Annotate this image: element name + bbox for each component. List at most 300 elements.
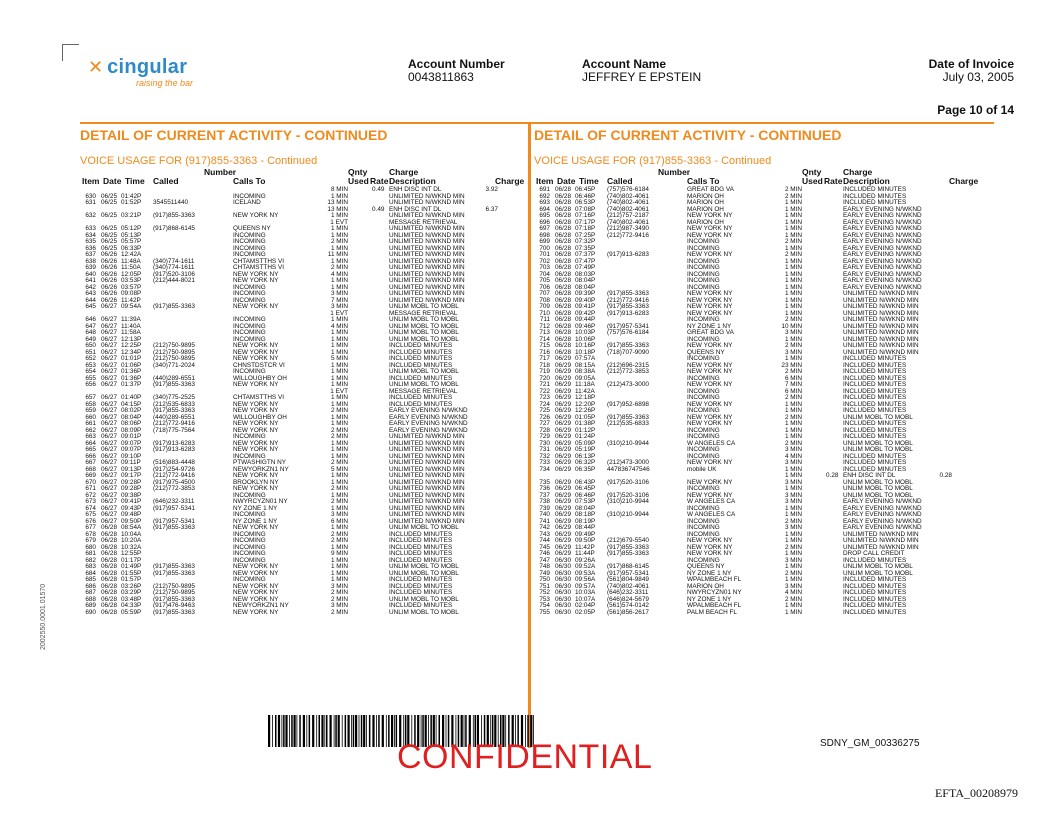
cell-number: (340)774-1611 — [153, 264, 195, 271]
cell-item: 727 — [539, 420, 550, 427]
cell-time: 02:04P — [575, 602, 596, 609]
cell-number: (340)771-2024 — [153, 361, 195, 369]
cell-description: INCLUDED MINUTES — [389, 374, 453, 382]
cell-used: 1 MIN — [784, 283, 802, 291]
cell-number: (646)232-3311 — [607, 589, 649, 596]
cell-date: 06/29 — [555, 381, 571, 388]
cell-used: 1 MIN — [784, 199, 802, 206]
cell-item: 700 — [539, 244, 550, 252]
cell-used: 2 MIN — [330, 407, 348, 414]
cell-description: UNLIMITED N/WKND MIN — [389, 452, 465, 460]
cell-used: 3 MIN — [330, 602, 348, 609]
cell-item: 704 — [539, 270, 550, 278]
cell-item: 678 — [85, 530, 96, 538]
cell-description: MESSAGE RETRIEVAL — [389, 218, 458, 226]
cell-number: (917)913-6283 — [607, 251, 649, 258]
cell-date: 06/27 — [101, 472, 117, 479]
cell-item: 714 — [539, 335, 550, 343]
cell-time: 12:20P — [575, 400, 596, 408]
cell-calls-to: NEW YORK NY — [687, 342, 733, 349]
cell-calls-to: NEW YORK NY — [233, 608, 279, 616]
cell-item: 737 — [539, 491, 550, 499]
cell-time: 06:46P — [575, 491, 596, 499]
cell-time: 09:43P — [121, 504, 142, 512]
cell-time: 07:25P — [575, 231, 596, 239]
cell-calls-to: CHTAMSTTHS VI — [233, 394, 285, 401]
cell-item: 711 — [539, 316, 550, 323]
cell-used: 1 MIN — [330, 192, 348, 200]
cell-date: 06/29 — [555, 420, 571, 427]
cell-time: 09:53A — [575, 569, 596, 577]
cell-number: (561)804-9849 — [607, 576, 649, 583]
cell-description: UNLIMITED N/WKND MIN — [843, 335, 919, 343]
cell-number: (917)868-6145 — [607, 563, 649, 570]
cell-item: 648 — [85, 329, 96, 336]
cell-description: UNLIMITED N/WKND MIN — [843, 543, 919, 551]
cell-description: EARLY EVENING N/WKND — [843, 517, 922, 525]
call-table-right — [534, 187, 994, 616]
cell-time: 04:15P — [121, 400, 142, 408]
cell-item: 752 — [539, 589, 550, 596]
cell-used: 3 MIN — [784, 478, 802, 486]
cell-date: 06/27 — [101, 335, 117, 343]
cell-description: INCLUDED MINUTES — [389, 348, 453, 356]
cell-date: 06/28 — [101, 556, 117, 564]
cell-calls-to: NEW YORK NY — [687, 543, 733, 551]
cell-description: UNLIMITED N/WKND MIN — [843, 303, 919, 310]
cell-date: 06/28 — [555, 186, 571, 193]
col-number-top: Number — [204, 167, 237, 177]
col-item: Item — [536, 176, 554, 186]
cell-calls-to: INCOMING — [687, 355, 720, 362]
cell-date: 06/27 — [101, 400, 117, 408]
cell-number: (718)775-7564 — [153, 426, 195, 434]
cell-item: 736 — [539, 485, 550, 492]
cell-calls-to: INCOMING — [233, 296, 266, 304]
cell-date: 06/29 — [555, 524, 571, 531]
cell-date: 06/30 — [555, 563, 571, 570]
cell-used: 2 MIN — [784, 251, 802, 258]
cell-used: 1 MIN — [330, 420, 348, 427]
cell-description: EARLY EVENING N/WKND — [843, 251, 922, 258]
cell-item: 695 — [539, 212, 550, 219]
cell-used: 1 MIN — [330, 556, 348, 564]
cell-date: 06/28 — [555, 296, 571, 304]
cell-description: INCLUDED MINUTES — [843, 465, 907, 473]
cell-used: 2 MIN — [784, 413, 802, 421]
cell-description: UNLIMITED N/WKND MIN — [843, 322, 919, 330]
cell-calls-to: NEW YORK NY — [687, 478, 733, 486]
cell-description: INCLUDED MINUTES — [389, 394, 453, 401]
cell-time: 09:26A — [575, 556, 596, 564]
cell-item: 689 — [85, 602, 96, 609]
cell-number: (917)855-3363 — [153, 407, 195, 414]
cell-item: 702 — [539, 257, 550, 265]
cell-item: 652 — [85, 355, 96, 362]
cell-time: 03:26P — [121, 582, 142, 590]
cell-calls-to: NEW YORK NY — [687, 537, 733, 544]
cell-used: 6 MIN — [784, 374, 802, 382]
cell-calls-to: GREAT BDG VA — [687, 329, 734, 336]
cell-description: UNLIMITED N/WKND MIN — [389, 264, 465, 271]
cell-number: (212)473-3000 — [607, 381, 649, 388]
cell-used: 1 MIN — [784, 231, 802, 239]
cell-item: 677 — [85, 524, 96, 531]
cell-used: 8 MIN — [330, 186, 348, 193]
cell-used: 1 MIN — [784, 407, 802, 414]
cell-description: UNLIM MOBL TO MOBL — [843, 569, 913, 577]
cell-item: 749 — [539, 569, 550, 577]
cell-calls-to: CHNSTDSTCR VI — [233, 361, 285, 369]
col-time: Time — [125, 176, 145, 186]
cell-description: UNLIMITED N/WKND MIN — [389, 465, 465, 473]
cell-item: 705 — [539, 277, 550, 284]
cell-item: 643 — [85, 290, 96, 297]
cell-date: 06/29 — [555, 433, 571, 440]
cell-description: UNLIMITED N/WKND MIN — [843, 348, 919, 356]
cell-date: 06/28 — [555, 283, 571, 291]
cell-number: (740)802-4061 — [607, 218, 649, 226]
cell-used: 1 MIN — [784, 257, 802, 265]
cell-used: 1 MIN — [330, 329, 348, 336]
cell-description: UNLIMITED N/WKND MIN — [843, 530, 919, 538]
cell-description: EARLY EVENING N/WKND — [389, 426, 468, 434]
cell-time: 01:17P — [121, 556, 142, 564]
cell-calls-to: INCOMING — [233, 452, 266, 460]
cell-item: 746 — [539, 550, 550, 557]
cell-number: (757)576-6184 — [607, 186, 649, 193]
cell-description: INCLUDED MINUTES — [389, 602, 453, 609]
cell-date: 06/29 — [555, 550, 571, 557]
cell-used: 1 MIN — [330, 504, 348, 512]
cell-calls-to: INCOMING — [687, 530, 720, 538]
cell-date: 06/28 — [101, 530, 117, 538]
cell-time: 10:07A — [575, 595, 596, 603]
cell-description: EARLY EVENING N/WKND — [843, 524, 922, 531]
cell-number: (212)750-9895 — [153, 582, 195, 590]
cell-used: 1 MIN — [330, 472, 348, 479]
cell-item: 667 — [85, 459, 96, 466]
cell-calls-to: NEWYORKZN1 NY — [233, 465, 289, 473]
cell-calls-to: NY ZONE 1 NY — [687, 322, 732, 330]
col-qnty-top: Qnty — [802, 167, 822, 177]
cell-calls-to: WPALMBEACH FL — [687, 576, 742, 583]
cell-used: 3 MIN — [330, 290, 348, 297]
cell-time: 09:48P — [121, 511, 142, 518]
cell-date: 06/29 — [555, 387, 571, 395]
cell-item: 719 — [539, 368, 550, 375]
cell-used: 2 MIN — [330, 530, 348, 538]
cingular-star-icon: ✕ — [88, 57, 104, 77]
cell-description: INCLUDED MINUTES — [843, 394, 907, 401]
cell-date: 06/30 — [555, 582, 571, 590]
cell-item: 693 — [539, 199, 550, 206]
cell-calls-to: NEW YORK NY — [687, 361, 733, 369]
cell-date: 06/27 — [101, 303, 117, 310]
cell-time: 01:42P — [121, 192, 142, 200]
cell-calls-to: INCOMING — [687, 504, 720, 512]
cell-time: 01:05P — [575, 413, 596, 421]
cell-item: 656 — [85, 381, 96, 388]
cell-number: (740)802-4061 — [607, 205, 649, 213]
cell-time: 11:40A — [121, 322, 141, 330]
cell-used: 1 MIN — [330, 439, 348, 447]
cell-description: UNLIM MOBL TO MOBL — [843, 446, 913, 453]
cell-used: 5 MIN — [330, 355, 348, 362]
cell-used: 3 MIN — [330, 303, 348, 310]
cell-date: 06/28 — [101, 602, 117, 609]
cell-description: UNLIMITED N/WKND MIN — [389, 478, 465, 486]
cell-calls-to: NEW YORK NY — [687, 296, 733, 304]
cell-number: (917)855-3363 — [607, 550, 649, 557]
cell-item: 734 — [539, 465, 550, 473]
cell-number: (917)855-3363 — [153, 608, 195, 616]
cell-date: 06/27 — [101, 446, 117, 453]
cell-time: 09:13P — [121, 465, 142, 473]
cell-description: INCLUDED MINUTES — [389, 537, 453, 544]
cell-used: 4 MIN — [784, 589, 802, 596]
cell-used: 7 MIN — [330, 296, 348, 304]
cell-date: 06/27 — [101, 348, 117, 356]
cell-used: 1 MIN — [784, 608, 802, 616]
cell-number: (646)824-5679 — [607, 595, 649, 603]
cell-calls-to: INCOMING — [233, 244, 266, 252]
cell-time: 10:03A — [575, 589, 596, 596]
cell-description: MESSAGE RETRIEVAL — [389, 309, 458, 317]
cell-calls-to: INCOMING — [687, 316, 720, 323]
cell-time: 06:32P — [575, 459, 596, 466]
cell-date: 06/28 — [101, 563, 117, 570]
cell-time: 09:17P — [121, 472, 142, 479]
cell-number: (917)913-6283 — [607, 309, 649, 317]
cell-used: 1 MIN — [330, 452, 348, 460]
cell-item: 713 — [539, 329, 550, 336]
cell-time: 03:29P — [121, 589, 142, 596]
cell-number: (740)802-4061 — [607, 582, 649, 590]
cell-description: DROP CALL CREDIT — [843, 550, 905, 557]
cell-calls-to: INCOMING — [687, 277, 720, 284]
cell-item: 709 — [539, 303, 550, 310]
cell-date: 06/28 — [101, 543, 117, 551]
col-time: Time — [579, 176, 599, 186]
cell-item: 729 — [539, 433, 550, 440]
col-description: Description — [843, 176, 890, 186]
cell-date: 06/28 — [101, 582, 117, 590]
cell-used: 1 MIN — [330, 277, 348, 284]
cell-description: EARLY EVENING N/WKND — [843, 498, 922, 505]
cell-number: (917)913-6283 — [153, 439, 195, 447]
cell-item: 647 — [85, 322, 96, 330]
cell-item: 731 — [539, 446, 550, 453]
cell-description: EARLY EVENING N/WKND — [843, 511, 922, 518]
cell-item: 685 — [85, 576, 96, 583]
cell-used: 2 MIN — [784, 192, 802, 200]
cell-calls-to: INCOMING — [687, 556, 720, 564]
cell-time: 08:04P — [575, 504, 596, 512]
cell-number: (917)913-6283 — [153, 446, 195, 453]
cell-item: 748 — [539, 563, 550, 570]
cell-item: 732 — [539, 452, 550, 460]
cell-calls-to: CHTAMSTTHS VI — [233, 257, 285, 265]
cell-number: 3545511440 — [153, 199, 189, 206]
col-called: Called — [153, 176, 179, 186]
cell-item: 663 — [85, 433, 96, 440]
cell-item: 631 — [85, 199, 96, 206]
side-document-id: 2002550.0001.01570 — [40, 583, 47, 650]
cell-date: 06/28 — [555, 257, 571, 265]
cell-item: 646 — [85, 316, 96, 323]
cell-date: 06/27 — [101, 452, 117, 460]
cell-item: 753 — [539, 595, 550, 603]
cingular-logo — [88, 56, 194, 88]
cell-used: 1 MIN — [330, 446, 348, 453]
cell-calls-to: mobile UK — [687, 465, 717, 473]
cell-item: 686 — [85, 582, 96, 590]
cell-calls-to: INCOMING — [233, 537, 266, 544]
cell-description: INCLUDED MINUTES — [843, 407, 907, 414]
cell-item: 679 — [85, 537, 96, 544]
cell-description: UNLIM MOBL TO MOBL — [389, 563, 459, 570]
cell-used: 1 MIN — [330, 283, 348, 291]
cell-calls-to: NEW YORK NY — [687, 491, 733, 499]
cell-description: ENH DISC INT DL — [389, 205, 442, 213]
cell-date: 06/27 — [101, 361, 117, 369]
cell-calls-to: INCOMING — [233, 511, 266, 518]
cell-number: (212)696-2315 — [607, 361, 649, 369]
cell-time: 08:19P — [575, 517, 596, 525]
cell-used: 3 MIN — [330, 582, 348, 590]
cell-description: UNLIMITED N/WKND MIN — [389, 251, 465, 258]
cell-time: 10:04A — [121, 530, 142, 538]
cell-number: (212)772-3853 — [153, 485, 195, 492]
cell-description: UNLIMITED N/WKND MIN — [843, 329, 919, 336]
cell-calls-to: INCOMING — [687, 452, 720, 460]
cell-used: 2 MIN — [330, 459, 348, 466]
cell-used: 1 MIN — [330, 212, 348, 219]
cell-time: 09:40P — [575, 296, 596, 304]
cell-time: 09:08P — [121, 290, 142, 297]
cell-number: (917)855-3363 — [153, 595, 195, 603]
cell-number: (646)232-3311 — [153, 498, 195, 505]
cell-date: 06/30 — [555, 576, 571, 583]
cell-time: 09:56A — [575, 576, 596, 583]
invoice-date-label: Date of Invoice — [928, 57, 1014, 71]
cell-item: 634 — [85, 231, 96, 239]
cell-used: 3 MIN — [784, 498, 802, 505]
cell-calls-to: INCOMING — [233, 283, 266, 291]
cell-used: 4 MIN — [330, 322, 348, 330]
cell-used: 1 MIN — [784, 264, 802, 271]
cell-item: 660 — [85, 413, 96, 421]
cell-description: UNLIMITED N/WKND MIN — [843, 316, 919, 323]
cell-date: 06/27 — [101, 485, 117, 492]
cell-item: 645 — [85, 303, 96, 310]
cell-time: 08:38A — [575, 368, 596, 375]
cell-used: 2 MIN — [330, 589, 348, 596]
cell-description: EARLY EVENING N/WKND — [843, 504, 922, 512]
cell-calls-to: NEW YORK NY — [233, 524, 279, 531]
cell-item: 659 — [85, 407, 96, 414]
cell-time: 07:08P — [575, 205, 596, 213]
cell-time: 09:10P — [121, 452, 142, 460]
cell-description: INCLUDED MINUTES — [843, 452, 907, 460]
cell-description: UNLIM MOBL TO MOBL — [389, 303, 459, 310]
cell-calls-to: INCOMING — [687, 270, 720, 278]
voice-usage-subtitle: VOICE USAGE FOR (917)855-3363 - Continued — [80, 155, 318, 167]
cell-time: 01:06P — [121, 361, 142, 369]
cell-used: 3 MIN — [784, 582, 802, 590]
cell-time: 11:42P — [575, 543, 595, 551]
cell-calls-to: INCOMING — [687, 524, 720, 531]
cell-item: 721 — [539, 381, 550, 388]
cell-item: 694 — [539, 205, 550, 213]
cell-item: 717 — [539, 355, 550, 362]
cell-calls-to: BROOKLYN NY — [233, 478, 279, 486]
cell-used: 2 MIN — [330, 238, 348, 245]
cell-used: 3 MIN — [784, 524, 802, 531]
cell-number: (212)772-9416 — [153, 472, 195, 479]
cell-description: UNLIMITED N/WKND MIN — [843, 537, 919, 544]
cell-item: 670 — [85, 478, 96, 486]
cell-date: 06/30 — [555, 589, 571, 596]
cell-time: 08:02P — [121, 407, 142, 414]
call-table-left — [80, 187, 540, 616]
cell-date: 06/29 — [555, 361, 571, 369]
cell-description: UNLIMITED N/WKND MIN — [389, 472, 465, 479]
cell-date: 06/27 — [101, 322, 117, 330]
cell-description: INCLUDED MINUTES — [843, 355, 907, 362]
cell-date: 06/29 — [555, 511, 571, 518]
cell-item: 676 — [85, 517, 96, 525]
col-used: Used — [348, 176, 369, 186]
cell-description: EARLY EVENING N/WKND — [843, 231, 922, 239]
cell-date: 06/27 — [101, 368, 117, 375]
cell-used: 1 MIN — [330, 361, 348, 369]
cell-date: 06/27 — [101, 498, 117, 505]
cell-number: (212)535-6833 — [153, 400, 195, 408]
cell-time: 12:55P — [121, 550, 142, 557]
cell-time: 11:18A — [575, 381, 595, 388]
cell-description: UNLIMITED N/WKND MIN — [389, 511, 465, 518]
cell-item: 638 — [85, 257, 96, 265]
cell-description: UNLIM MOBL TO MOBL — [843, 478, 913, 486]
cell-used: 1 MIN — [784, 537, 802, 544]
cell-time: 03:21P — [121, 212, 142, 219]
cell-date: 06/27 — [101, 407, 117, 414]
cell-used: 1 MIN — [330, 348, 348, 356]
cell-number: (917)520-3106 — [153, 270, 195, 278]
cell-item: 724 — [539, 400, 550, 408]
cell-description: UNLIM MOBL TO MOBL — [389, 322, 459, 330]
cell-used: 1 MIN — [784, 270, 802, 278]
cell-date: 06/27 — [101, 511, 117, 518]
cell-item: 730 — [539, 439, 550, 447]
cell-calls-to: NEW YORK NY — [687, 231, 733, 239]
cell-number: 447836747546 — [607, 465, 650, 473]
cell-item: 743 — [539, 530, 550, 538]
cell-time: 09:44P — [575, 316, 596, 323]
cell-time: 07:37P — [575, 251, 596, 258]
cell-date: 06/27 — [101, 329, 117, 336]
cell-description: UNLIM MOBL TO MOBL — [389, 569, 459, 577]
cell-time: 06:45P — [575, 186, 596, 193]
cell-item: 733 — [539, 459, 550, 466]
cell-number: (212)757-2187 — [607, 212, 649, 219]
cell-date: 06/29 — [555, 478, 571, 486]
cell-description: EARLY EVENING N/WKND — [843, 218, 922, 226]
cell-number: (516)883-4448 — [153, 459, 195, 466]
cell-description: UNLIMITED N/WKND MIN — [389, 290, 465, 297]
